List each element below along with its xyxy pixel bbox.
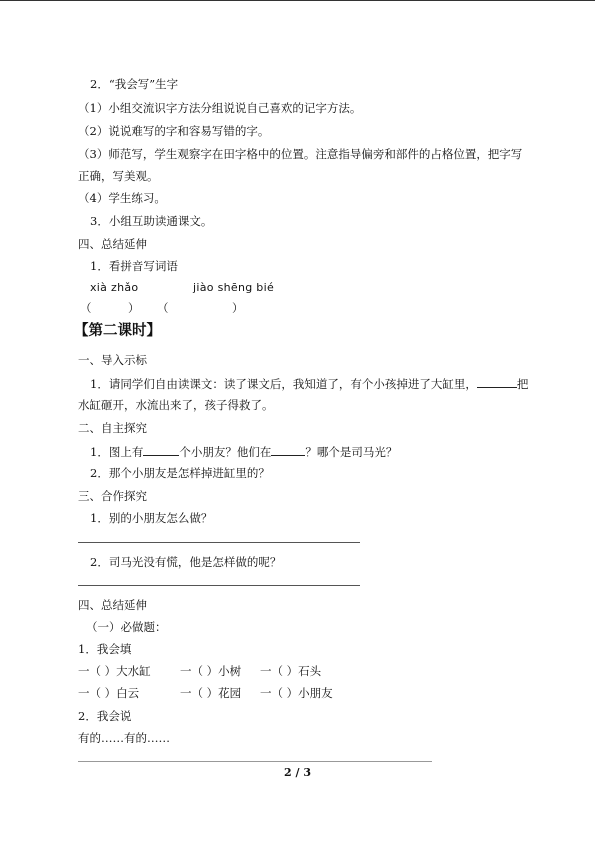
step-3: （3）师范写，学生观察字在田字格中的位置。注意指导偏旁和部件的占格位置，把字写 [78, 147, 523, 161]
item-speak: 2．我会说 [78, 709, 132, 723]
item-pinyin-write: 1．看拼音写词语 [90, 259, 178, 273]
fill-blank-count[interactable] [143, 444, 179, 456]
read-text-part-a: 1．请同学们自由读课文：读了课文后，我知道了，有个小孩掉进了大缸里， [90, 377, 477, 391]
pinyin-group-2: jiào shēng bié [193, 281, 275, 294]
fill-blank-name[interactable] [477, 376, 517, 388]
fill-row-1-a: 一（ ）大水缸 [78, 664, 151, 678]
heading-intro: 一、导入示标 [78, 353, 147, 367]
item-write-characters: 2．“我会写”生字 [90, 77, 179, 91]
item-fall-question: 2．那个小朋友是怎样掉进缸里的？ [90, 466, 270, 480]
fill-row-1-b: 一（ ）小树 [180, 664, 242, 678]
fill-row-1-c: 一（ ）石头 [260, 664, 322, 678]
fill-row-2-b: 一（ ）花园 [180, 686, 242, 700]
paren-a-open: （ [80, 301, 92, 315]
heading-summary-2: 四、总结延伸 [78, 598, 147, 612]
footer-rule [78, 761, 432, 762]
step-2: （2）说说难写的字和容易写错的字。 [78, 124, 270, 138]
fill-row-2-c: 一（ ）小朋友 [260, 686, 333, 700]
pinyin-group-1: xià zhǎo [90, 281, 139, 294]
item-group-read: 3．小组互助读通课文。 [90, 214, 213, 228]
answer-line-1[interactable] [78, 542, 360, 543]
speak-pattern: 有的……有的…… [78, 731, 170, 745]
page-number: 2 / 3 [284, 766, 311, 779]
paren-b-close: ） [232, 301, 244, 315]
top-border [0, 0, 595, 1]
heading-self-explore: 二、自主探究 [78, 421, 147, 435]
answer-line-2[interactable] [78, 585, 360, 586]
item-fill-in: 1．我会填 [78, 642, 132, 656]
picture-q-part-b: 个小朋友？他们在 [179, 445, 272, 459]
paren-a-close: ） [128, 301, 140, 315]
heading-summary-1: 四、总结延伸 [78, 237, 147, 251]
read-text-cont: 水缸砸开，水流出来了，孩子得救了。 [78, 398, 274, 412]
required-questions: （一）必做题： [86, 620, 167, 634]
item-others-question: 1．别的小朋友怎么做？ [90, 511, 213, 525]
heading-coop-explore: 三、合作探究 [78, 489, 147, 503]
step-1: （1）小组交流识字方法分组说说自己喜欢的记字方法。 [78, 101, 362, 115]
paren-b-open: （ [157, 301, 169, 315]
picture-q-part-c: ？哪个是司马光？ [305, 445, 398, 459]
step-4: （4）学生练习。 [78, 191, 166, 205]
fill-row-2-a: 一（ ）白云 [78, 686, 140, 700]
read-text-part-b: 把 [516, 377, 529, 391]
section-second-lesson: 【第二课时】 [74, 322, 161, 339]
item-picture-question [90, 444, 397, 459]
fill-blank-activity[interactable] [271, 444, 305, 456]
item-simaguang-question: 2．司马光没有慌，他是怎样做的呢？ [90, 555, 282, 569]
item-read-text [90, 376, 528, 391]
step-3-cont: 正确，写美观。 [78, 169, 159, 183]
picture-q-part-a: 1．图上有 [90, 445, 144, 459]
